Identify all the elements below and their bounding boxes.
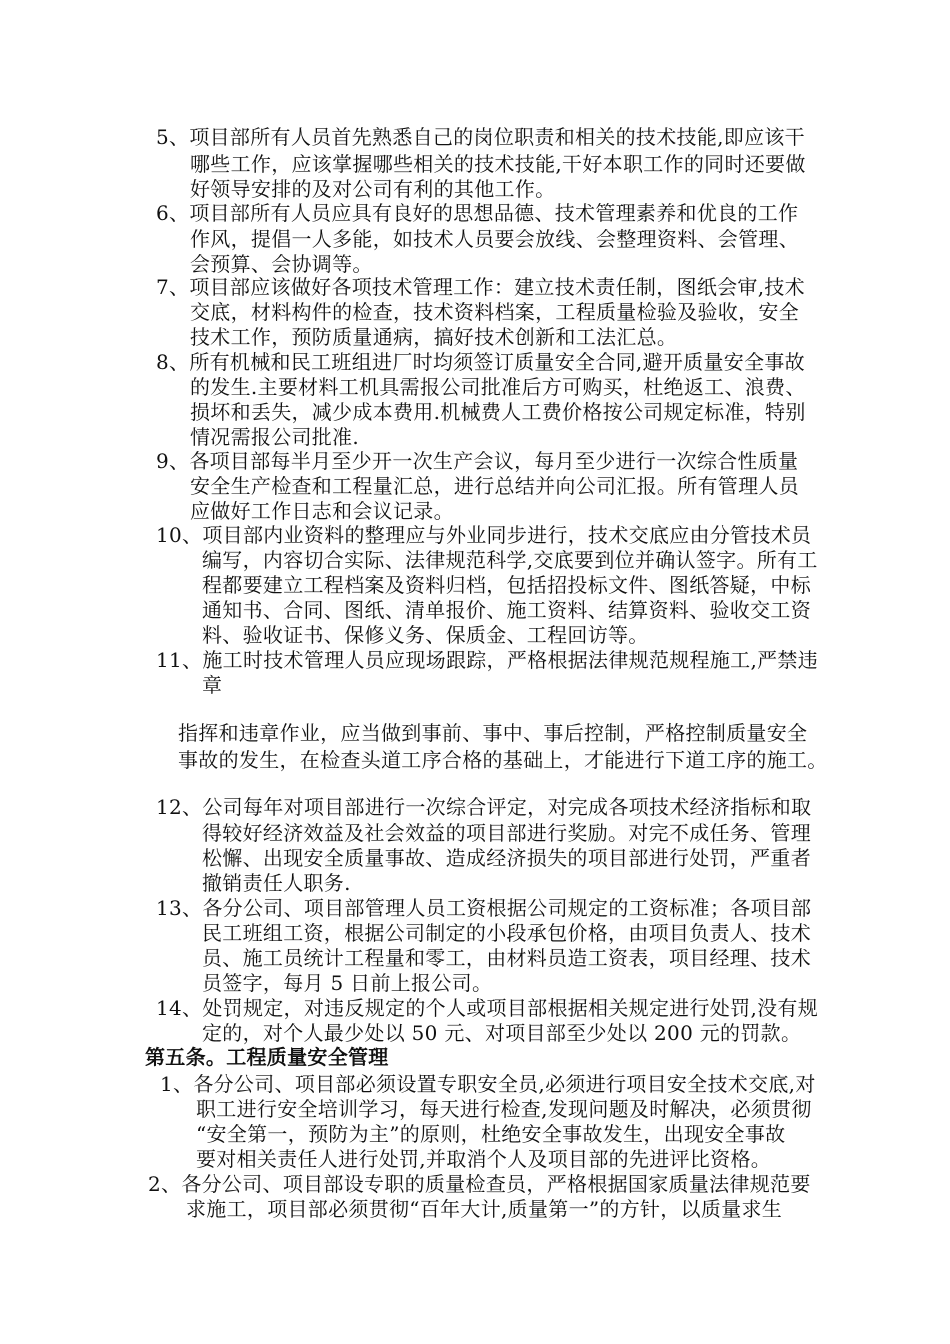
text-line: 交底，材料构件的检查，技术资料档案，工程质量检验及验收，安全 — [190, 300, 799, 324]
text-line: 8、所有机械和民工班组进厂时均须签订质量安全合同,避开质量安全事故 — [156, 350, 805, 374]
text-line: 通知书、合同、图纸、清单报价、施工资料、结算资料、验收交工资 — [202, 598, 811, 622]
section-heading: 第五条。工程质量安全管理 — [145, 1045, 389, 1069]
text-line: 作风，提倡一人多能，如技术人员要会放线、会整理资料、会管理、 — [190, 227, 799, 251]
text-line: 1、各分公司、项目部必须设置专职安全员,必须进行项目安全技术交底,对 — [160, 1072, 816, 1096]
text-line: 5、项目部所有人员首先熟悉自己的岗位职责和相关的技术技能,即应该干 — [156, 125, 805, 149]
text-line: 职工进行安全培训学习，每天进行检查,发现问题及时解决，必须贯彻 — [196, 1097, 812, 1121]
text-line: 章 — [202, 673, 223, 697]
text-line: 10、项目部内业资料的整理应与外业同步进行，技术交底应由分管技术员 — [156, 523, 812, 547]
text-line: 11、施工时技术管理人员应现场跟踪，严格根据法律规范规程施工,严禁违 — [156, 648, 819, 672]
text-line: 损坏和丢失，减少成本费用.机械费人工费价格按公司规定标准，特别 — [190, 400, 806, 424]
text-line: 2、各分公司、项目部设专职的质量检查员，严格根据国家质量法律规范要 — [148, 1172, 811, 1196]
text-line: 指挥和违章作业，应当做到事前、事中、事后控制，严格控制质量安全 — [178, 721, 808, 745]
text-line: 的发生.主要材料工机具需报公司批准后方可购买，杜绝返工、浪费、 — [190, 375, 806, 399]
text-line: 好领导安排的及对公司有利的其他工作。 — [190, 177, 556, 201]
text-line: 技术工作，预防质量通病，搞好技术创新和工法汇总。 — [190, 325, 678, 349]
text-line: 7、项目部应该做好各项技术管理工作：建立技术责任制，图纸会审,技术 — [156, 275, 805, 299]
text-line: 得较好经济效益及社会效益的项目部进行奖励。对完不成任务、管理 — [202, 821, 811, 845]
text-line: 松懈、出现安全质量事故、造成经济损失的项目部进行处罚，严重者 — [202, 846, 811, 870]
text-line: 员签字，每月 5 日前上报公司。 — [202, 971, 493, 995]
text-line: 应做好工作日志和会议记录。 — [190, 499, 454, 523]
text-line: 撤销责任人职务. — [202, 871, 351, 895]
text-line: 会预算、会协调等。 — [190, 252, 373, 276]
text-line: 14、处罚规定，对违反规定的个人或项目部根据相关规定进行处罚,没有规 — [156, 996, 819, 1020]
text-line: 情况需报公司批准. — [190, 425, 360, 449]
text-line: “安全第一，预防为主”的原则，杜绝安全事故发生，出现安全事故 — [196, 1122, 786, 1146]
text-line: 安全生产检查和工程量汇总，进行总结并向公司汇报。所有管理人员 — [190, 474, 799, 498]
text-line: 13、各分公司、项目部管理人员工资根据公司规定的工资标准；各项目部 — [156, 896, 812, 920]
text-line: 民工班组工资，根据公司制定的小段承包价格，由项目负责人、技术 — [202, 921, 811, 945]
text-line: 程都要建立工程档案及资料归档，包括招投标文件、图纸答疑，中标 — [202, 573, 811, 597]
text-line: 求施工，项目部必须贯彻“百年大计,质量第一”的方针，以质量求生 — [186, 1197, 783, 1221]
text-line: 事故的发生，在检查头道工序合格的基础上，才能进行下道工序的施工。 — [178, 748, 828, 772]
text-line: 9、各项目部每半月至少开一次生产会议，每月至少进行一次综合性质量 — [156, 449, 799, 473]
text-line: 哪些工作，应该掌握哪些相关的技术技能,干好本职工作的同时还要做 — [190, 152, 806, 176]
text-line: 6、项目部所有人员应具有良好的思想品德、技术管理素养和优良的工作 — [156, 201, 799, 225]
text-line: 员、施工员统计工程量和零工，由材料员造工资表，项目经理、技术 — [202, 946, 811, 970]
text-line: 编写，内容切合实际、法律规范科学,交底要到位并确认签字。所有工 — [202, 548, 818, 572]
text-line: 料、验收证书、保修义务、保质金、工程回访等。 — [202, 623, 649, 647]
text-line: 定的，对个人最少处以 50 元、对项目部至少处以 200 元的罚款。 — [202, 1021, 802, 1045]
text-line: 要对相关责任人进行处罚,并取消个人及项目部的先进评比资格。 — [196, 1147, 772, 1171]
text-line: 12、公司每年对项目部进行一次综合评定，对完成各项技术经济指标和取 — [156, 795, 812, 819]
